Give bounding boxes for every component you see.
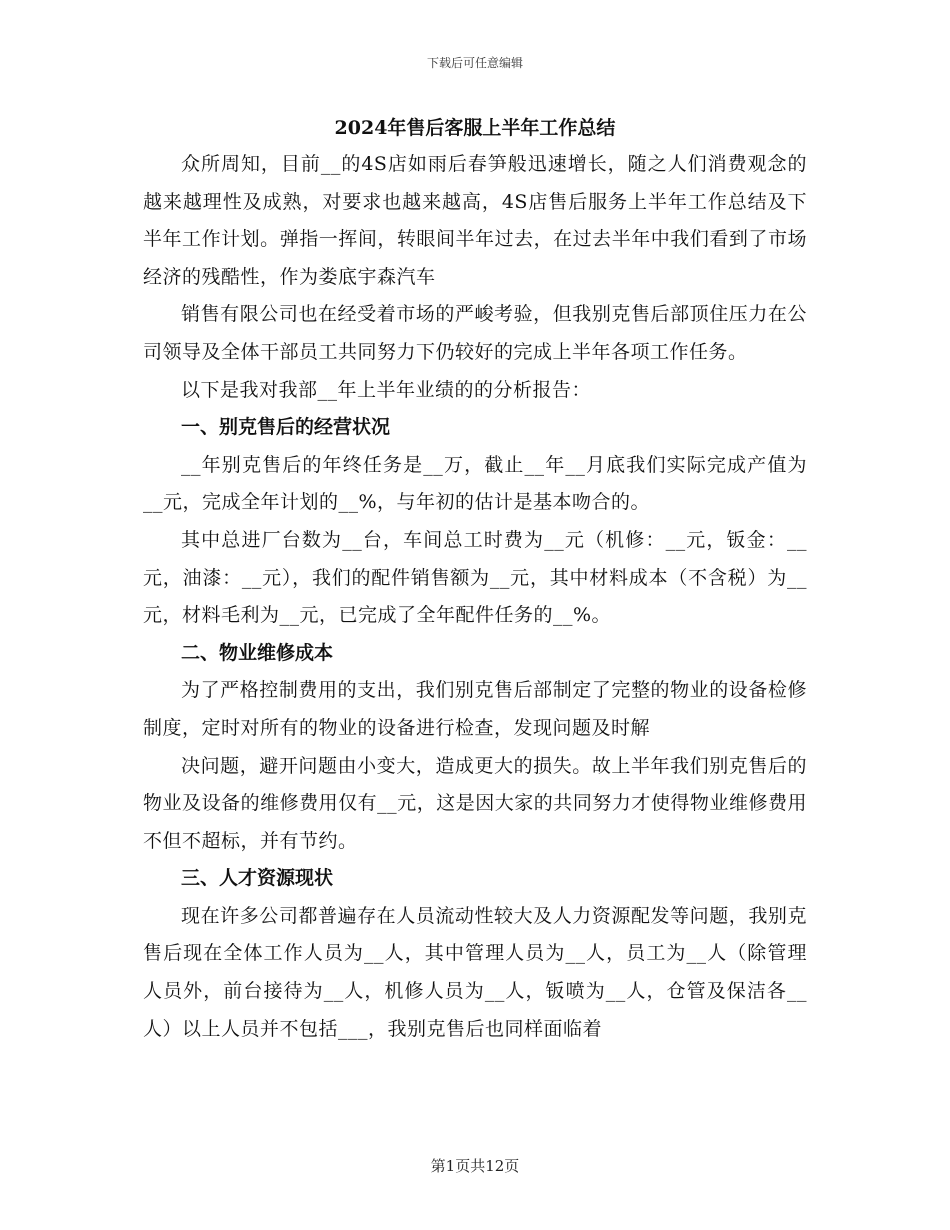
paragraph-intro-cont: 销售有限公司也在经受着市场的严峻考验，但我别克售后部顶住压力在公司领导及全体干部员工共同努力下仍较好的完成上半年各项工作任务。 [143, 303, 807, 363]
section-heading-2: 二、物业维修成本 [181, 641, 334, 664]
paragraph-maintenance: 为了严格控制费用的支出，我们别克售后部制定了完整的物业的设备检修制度，定时对所有的物业的设备进行检查，发现问题及时解 [143, 679, 807, 739]
section-heading-3: 三、人才资源现状 [181, 867, 334, 890]
paragraph-report-lead: 以下是我对我部__年上半年业绩的的分析报告： [181, 378, 592, 401]
paragraph-operations: __年别克售后的年终任务是__万，截止__年__月底我们实际完成产值为__元，完成全年计划的__%，与年初的估计是基本吻合的。 [143, 453, 807, 514]
paragraph-operations-detail: 其中总进厂台数为__台，车间总工时费为__元（机修：__元，钣金：__元，油漆：__元），我们的配件销售额为__元，其中材料成本（不含税）为__元，材料毛利为__元，已完成了全年配件任务的__%。 [143, 528, 807, 627]
section-heading-1: 一、别克售后的经营状况 [181, 416, 391, 439]
paragraph-maintenance-cont: 决问题，避开问题由小变大，造成更大的损失。故上半年我们别克售后的物业及设备的维修费用仅有__元，这是因大家的共同努力才使得物业维修费用不但不超标，并有节约。 [143, 754, 807, 852]
paragraph-intro: 众所周知，目前__的4S店如雨后春笋般迅速增长，随之人们消费观念的越来越理性及成熟，对要求也越来越高，4S店售后服务上半年工作总结及下半年工作计划。弹指一挥间，转眼间半年过去，在过去半年中我们看到了市场经济的残酷性，作为娄底宇森汽车 [143, 153, 807, 288]
document-body [143, 110, 807, 1048]
document-title: 2024年售后客服上半年工作总结 [334, 117, 616, 139]
paragraph-staff: 现在许多公司都普遍存在人员流动性较大及人力资源配发等问题，我别克售后现在全体工作人员为__人，其中管理人员为__人，员工为__人（除管理人员外，前台接待为__人，机修人员为__人，钣喷为__人，仓管及保洁各__人）以上人员并不包括___，我别克售后也同样面临着 [143, 904, 807, 1040]
header-note: 下载后可任意编辑 [426, 56, 523, 70]
page-footer: 第1页共12页 [430, 1157, 520, 1175]
